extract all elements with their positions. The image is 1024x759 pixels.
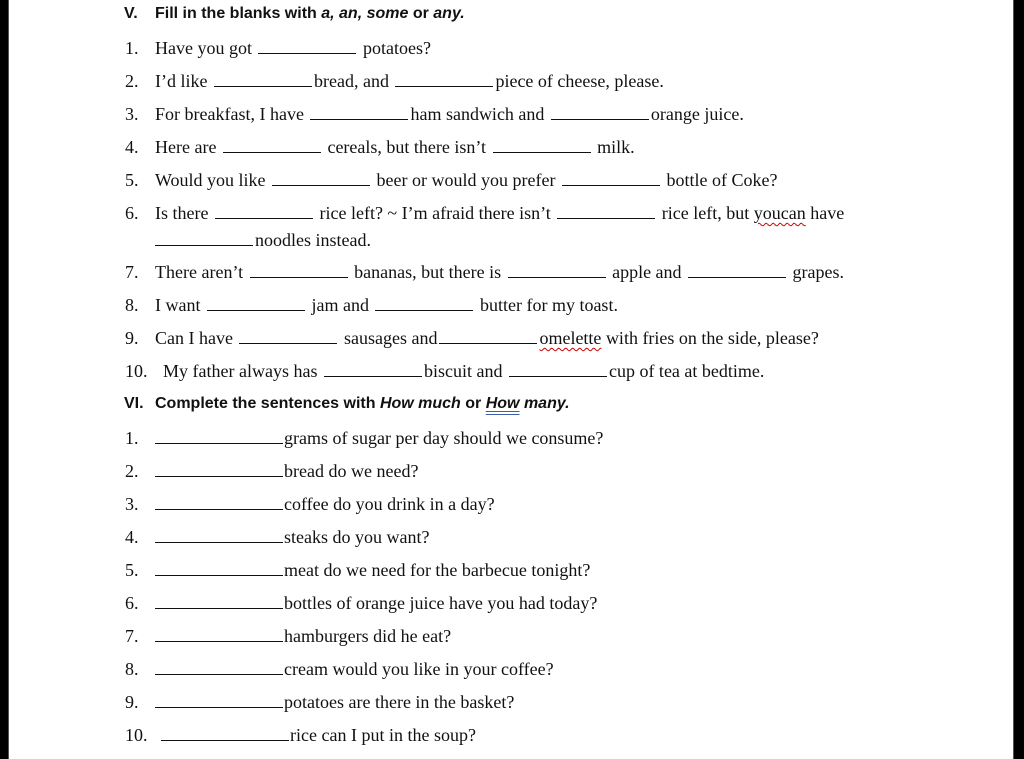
- item-text: rice left? ~ I’m afraid there isn’t: [319, 203, 551, 223]
- worksheet-page: [8, 0, 1014, 759]
- section-6-title-italic: many.: [519, 395, 570, 412]
- answer-blank[interactable]: [258, 39, 356, 54]
- section-5-title-part: or: [408, 5, 434, 22]
- section-6-title: [155, 395, 570, 413]
- item-number: 6.: [125, 593, 139, 613]
- answer-blank[interactable]: [551, 105, 649, 120]
- item-text: Would you like: [155, 170, 266, 190]
- item-text: bottle of Coke?: [666, 170, 778, 190]
- item-number: 7.: [125, 626, 139, 646]
- answer-blank[interactable]: [239, 329, 337, 344]
- section-6-title-part: Complete the sentences with: [155, 395, 380, 412]
- item-number: 10.: [125, 361, 148, 381]
- item-text: grams of sugar per day should we consume?: [284, 428, 604, 448]
- item-text: with fries on the side, please?: [605, 328, 819, 348]
- item-text: meat do we need for the barbecue tonight?: [284, 560, 591, 580]
- item-text: There aren’t: [155, 262, 244, 282]
- answer-blank[interactable]: [155, 528, 283, 543]
- item-text: cereals, but there isn’t: [327, 137, 487, 157]
- answer-blank[interactable]: [155, 594, 283, 609]
- item-text: Have you got: [155, 38, 252, 58]
- item-text: beer or would you prefer: [376, 170, 556, 190]
- answer-blank[interactable]: [439, 329, 537, 344]
- section-6-title-italic: How much: [379, 395, 461, 412]
- answer-blank[interactable]: [272, 171, 370, 186]
- item-text: I’d like: [155, 71, 208, 91]
- item-text: piece of cheese, please.: [495, 71, 664, 91]
- item-text: milk.: [597, 137, 635, 157]
- item-text: sausages and: [343, 328, 438, 348]
- answer-blank[interactable]: [324, 362, 422, 377]
- item-text: bananas, but there is: [354, 262, 502, 282]
- answer-blank[interactable]: [557, 204, 655, 219]
- item-number: 8.: [125, 295, 139, 315]
- item-text: bread, and: [313, 71, 389, 91]
- item-number: 10.: [125, 725, 148, 745]
- item-number: 3.: [125, 104, 139, 124]
- answer-blank[interactable]: [214, 72, 312, 87]
- item-text: Is there: [155, 203, 209, 223]
- section-6-title-italic: How: [485, 395, 520, 412]
- answer-blank[interactable]: [250, 263, 348, 278]
- section-6-title-part: or: [460, 395, 486, 412]
- item-text: rice can I put in the soup?: [290, 725, 476, 745]
- answer-blank[interactable]: [155, 693, 283, 708]
- item-text: orange juice.: [650, 104, 744, 124]
- answer-blank[interactable]: [155, 429, 283, 444]
- item-number: 2.: [125, 461, 139, 481]
- item-text: cup of tea at bedtime.: [608, 361, 765, 381]
- item-number: 8.: [125, 659, 139, 679]
- item-number: 5.: [125, 560, 139, 580]
- item-text: jam and: [311, 295, 369, 315]
- item-text: apple and: [612, 262, 682, 282]
- answer-blank[interactable]: [155, 660, 283, 675]
- item-text: grapes.: [792, 262, 845, 282]
- section-5-number: V.: [124, 5, 138, 22]
- item-text: hamburgers did he eat?: [284, 626, 452, 646]
- answer-blank[interactable]: [155, 231, 253, 246]
- answer-blank[interactable]: [223, 138, 321, 153]
- answer-blank[interactable]: [395, 72, 493, 87]
- item-text: cream would you like in your coffee?: [284, 659, 554, 679]
- item-text: rice left, but: [661, 203, 750, 223]
- item-number: 1.: [125, 38, 139, 58]
- item-number: 1.: [125, 428, 139, 448]
- answer-blank[interactable]: [375, 296, 473, 311]
- section-5-title-italic: any.: [433, 5, 465, 22]
- item-text: noodles instead.: [255, 230, 371, 250]
- item-text: steaks do you want?: [284, 527, 430, 547]
- section-5-title-italic: a, an, some: [321, 5, 409, 22]
- item-number: 2.: [125, 71, 139, 91]
- item-number: 4.: [125, 527, 139, 547]
- answer-blank[interactable]: [310, 105, 408, 120]
- item-number: 5.: [125, 170, 139, 190]
- item-text: biscuit and: [423, 361, 503, 381]
- answer-blank[interactable]: [508, 263, 606, 278]
- section-6-number: VI.: [124, 395, 144, 412]
- item-text: coffee do you drink in a day?: [284, 494, 495, 514]
- item-number: 4.: [125, 137, 139, 157]
- section-5-title-part: Fill in the blanks with: [155, 5, 322, 22]
- item-number: 6.: [125, 203, 139, 223]
- item-text: have: [810, 203, 845, 223]
- answer-blank[interactable]: [155, 462, 283, 477]
- answer-blank[interactable]: [493, 138, 591, 153]
- answer-blank[interactable]: [207, 296, 305, 311]
- answer-blank[interactable]: [155, 627, 283, 642]
- answer-blank[interactable]: [215, 204, 313, 219]
- item-text: ham sandwich and: [410, 104, 545, 124]
- answer-blank[interactable]: [155, 561, 283, 576]
- item-text: I want: [155, 295, 201, 315]
- item-text: Here are: [155, 137, 217, 157]
- misspelled-word: omelette: [539, 328, 602, 348]
- answer-blank[interactable]: [155, 495, 283, 510]
- misspelled-word: youcan: [753, 203, 806, 223]
- answer-blank[interactable]: [562, 171, 660, 186]
- item-text: bottles of orange juice have you had today?: [284, 593, 598, 613]
- item-text: butter for my toast.: [479, 295, 618, 315]
- section-5-title: [155, 5, 465, 23]
- item-number: 9.: [125, 692, 139, 712]
- item-text: Can I have: [155, 328, 233, 348]
- item-number: 3.: [125, 494, 139, 514]
- answer-blank[interactable]: [161, 726, 289, 741]
- item-text: My father always has: [163, 361, 318, 381]
- item-text: potatoes?: [362, 38, 431, 58]
- item-text: For breakfast, I have: [155, 104, 304, 124]
- item-number: 7.: [125, 262, 139, 282]
- item-number: 9.: [125, 328, 139, 348]
- answer-blank[interactable]: [509, 362, 607, 377]
- item-text: bread do we need?: [284, 461, 419, 481]
- answer-blank[interactable]: [688, 263, 786, 278]
- item-text: potatoes are there in the basket?: [284, 692, 515, 712]
